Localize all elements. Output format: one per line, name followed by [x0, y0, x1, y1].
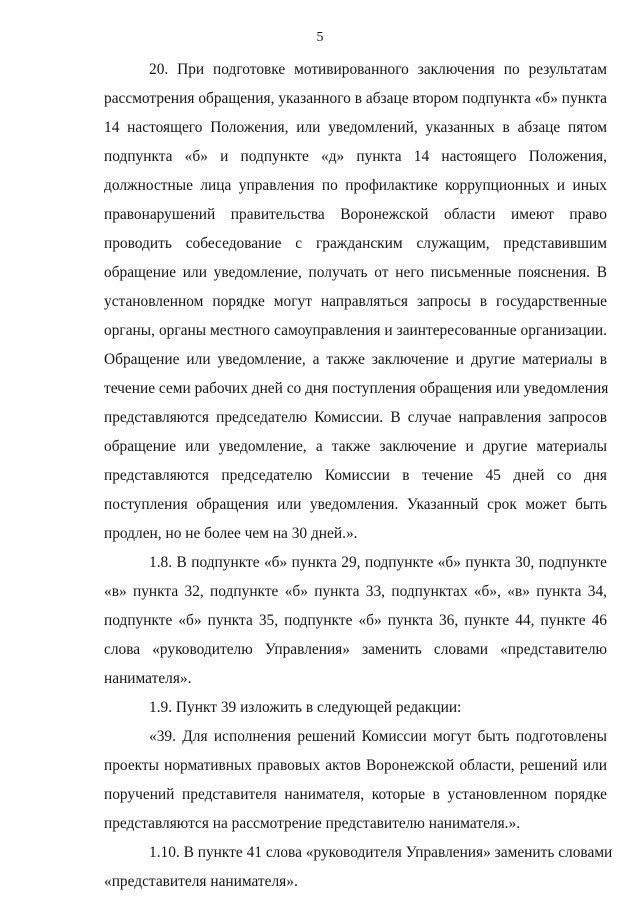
- paragraph-1-line: обращение или уведомление, получать от него письменные пояснения. В: [104, 264, 607, 281]
- paragraph-1-line: 20. При подготовке мотивированного заключения по результатам: [149, 61, 607, 78]
- paragraph-2-line: «в» пункта 32, подпункте «б» пункта 33, подпунктах «б», «в» пункта 34,: [104, 583, 607, 600]
- paragraph-1-line: продлен, но не более чем на 30 дней.».: [104, 525, 358, 542]
- paragraph-1-line: обращение или уведомление, а также заключение и другие материалы: [104, 438, 607, 455]
- paragraph-2-line: подпункте «б» пункта 35, подпункте «б» пункта 36, пункте 44, пункте 46: [104, 612, 607, 629]
- paragraph-4-line: поручений представителя нанимателя, которые в установленном порядке: [104, 786, 607, 803]
- paragraph-4-line: представляются на рассмотрение представителю нанимателя.».: [104, 815, 521, 832]
- paragraph-4-line: проекты нормативных правовых актов Воронежской области, решений или: [104, 757, 607, 774]
- paragraph-2-line: нанимателя».: [104, 670, 192, 687]
- paragraph-1-line: правонарушений правительства Воронежской области имеют право: [104, 206, 607, 223]
- paragraph-5-line: 1.10. В пункте 41 слова «руководителя Управления» заменить словами: [149, 844, 613, 861]
- paragraph-3-line: 1.9. Пункт 39 изложить в следующей редакции:: [149, 699, 462, 716]
- paragraph-1-line: должностные лица управления по профилактике коррупционных и иных: [104, 177, 607, 194]
- paragraph-1-line: рассмотрения обращения, указанного в абзаце втором подпункта «б» пункта: [104, 90, 607, 107]
- paragraph-1-line: установленном порядке могут направляться запросы в государственные: [104, 293, 607, 310]
- paragraph-4-line: «39. Для исполнения решений Комиссии могут быть подготовлены: [149, 728, 607, 745]
- paragraph-1-line: Обращение или уведомление, а также заключение и другие материалы в: [104, 351, 607, 368]
- paragraph-2-line: слова «руководителю Управления» заменить словами «представителю: [104, 641, 607, 658]
- paragraph-1-line: течение семи рабочих дней со дня поступления обращения или уведомления: [104, 380, 609, 397]
- paragraph-1-line: подпункта «б» и подпункте «д» пункта 14 настоящего Положения,: [104, 148, 607, 165]
- page-number: 5: [316, 30, 324, 45]
- paragraph-1-line: 14 настоящего Положения, или уведомлений, указанных в абзаце пятом: [104, 119, 607, 136]
- paragraph-1-line: представляются председателю Комиссии. В случае направления запросов: [104, 409, 607, 426]
- paragraph-1-line: представляются председателю Комиссии в течение 45 дней со дня: [104, 467, 607, 484]
- paragraph-5-line: «представителя нанимателя».: [104, 873, 298, 890]
- paragraph-1-line: проводить собеседование с гражданским служащим, представившим: [104, 235, 607, 252]
- paragraph-2-line: 1.8. В подпункте «б» пункта 29, подпункте «б» пункта 30, подпункте: [149, 554, 607, 571]
- paragraph-1-line: органы, органы местного самоуправления и заинтересованные организации.: [104, 322, 607, 339]
- paragraph-1-line: поступления обращения или уведомления. Указанный срок может быть: [104, 496, 607, 513]
